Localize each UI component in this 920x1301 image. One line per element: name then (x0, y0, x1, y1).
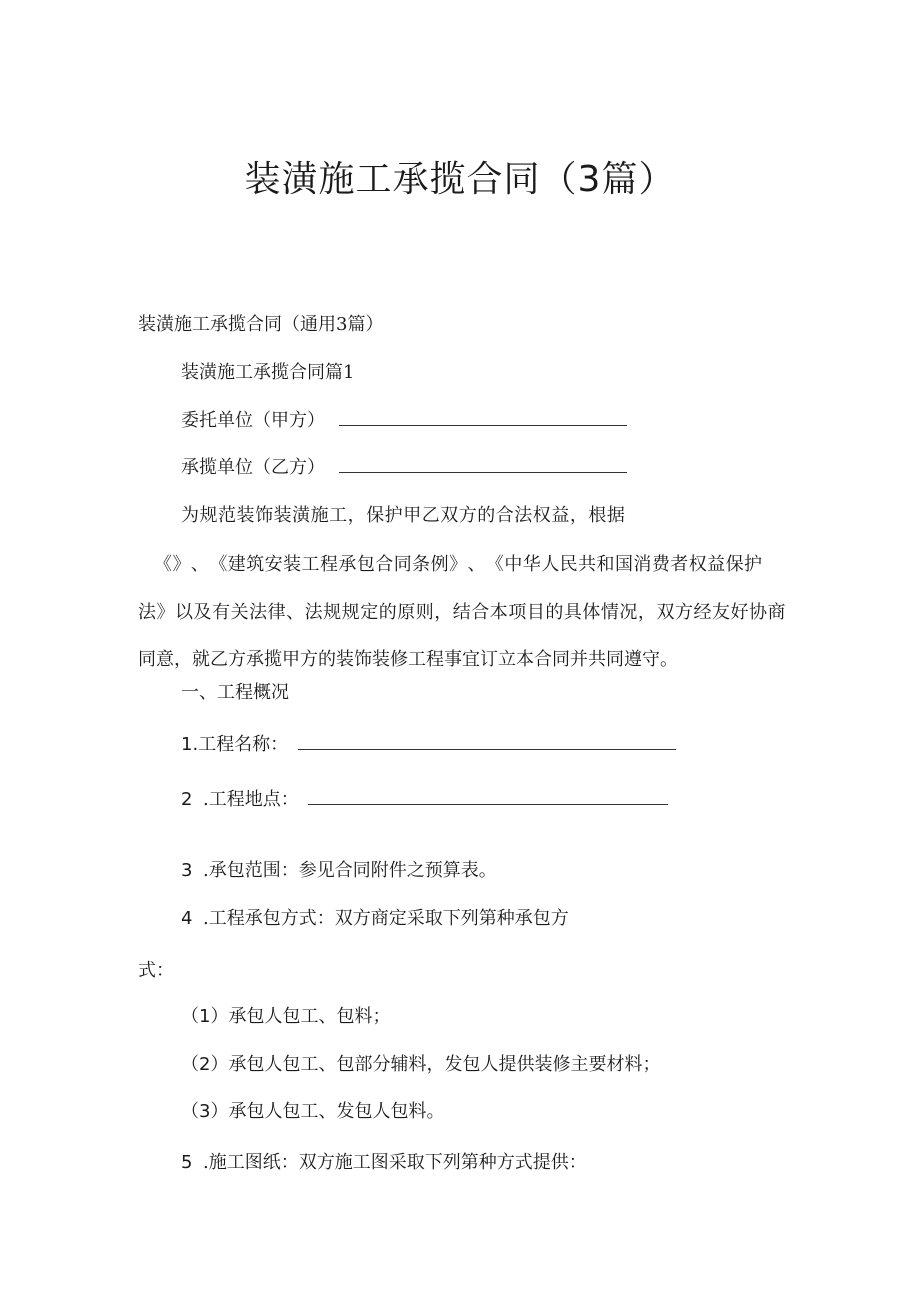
item-number: 1. (181, 734, 199, 755)
party-b-blank[interactable] (339, 456, 627, 473)
option-number: （2） (181, 1054, 229, 1075)
intro-paragraph-line-1: 为 规 范 装 饰 装 潢 施 工 ， 保 护 甲 乙 双 方 的 合 法 权 益 ， 根 据 (181, 505, 625, 526)
item-label: .工程承包方式：双方商定采取下列第种承包方 (203, 908, 569, 929)
option-text: 承包人包工、包料； (228, 1006, 391, 1027)
option-text: 承包人包工、包部分辅料，发包人提供装修主要材料； (228, 1054, 661, 1075)
intro-paragraph-line-4: 同意，就乙方承揽甲方的装饰装修工程事宜订立本合同并共同遵守。 (138, 649, 678, 670)
project-location-blank[interactable] (308, 788, 668, 805)
item-project-location (181, 785, 668, 815)
document-subtitle: 装潢施工承揽合同（通用3篇） (138, 314, 384, 335)
section-heading: 一、工程概况 (181, 682, 289, 703)
party-a-label: 委托单位（甲方） (181, 410, 325, 431)
item-label: .工程地点： (203, 789, 299, 810)
option-item-3 (181, 1097, 444, 1127)
party-b-label: 承揽单位（乙方） (181, 457, 325, 478)
item-number: 3 (181, 860, 193, 881)
part-heading: 装潢施工承揽合同篇1 (181, 362, 355, 383)
option-item-2 (181, 1050, 660, 1080)
item-project-name (181, 730, 676, 760)
party-a-blank[interactable] (339, 409, 627, 426)
option-item-1 (181, 1002, 390, 1032)
item-number: 5 (181, 1152, 193, 1173)
project-name-blank[interactable] (298, 733, 676, 750)
item-label: .施工图纸：双方施工图采取下列第种方式提供： (203, 1152, 587, 1173)
intro-paragraph-line-3: 法 》 以 及 有 关 法 律 、 法 规 规 定 的 原 则 ， 结 合 本 项 目 的 具 体 情 况 ， 双 方 经 友 好 协 商 (138, 602, 786, 623)
item-contract-method-cont: 式： (138, 960, 174, 981)
party-b-field (181, 453, 627, 483)
option-number: （1） (181, 1006, 229, 1027)
item-contract-method (181, 904, 569, 934)
item-label: 工程名称： (198, 734, 289, 755)
item-number: 2 (181, 789, 193, 810)
item-number: 4 (181, 908, 193, 929)
item-label: .承包范围：参见合同附件之预算表。 (203, 860, 497, 881)
party-a-field (181, 406, 627, 436)
intro-paragraph-line-2: 《 》 、 《 建 筑 安 装 工 程 承 包 合 同 条 例 》 、 《 中 华 人 民 共 和 国 消 费 者 权 益 保 护 (154, 554, 762, 575)
option-text: 承包人包工、发包人包料。 (228, 1101, 445, 1122)
item-construction-drawings (181, 1148, 587, 1178)
document-title: 装潢施工承揽合同（3篇） (244, 159, 676, 200)
option-number: （3） (181, 1101, 229, 1122)
item-contract-scope (181, 856, 497, 886)
